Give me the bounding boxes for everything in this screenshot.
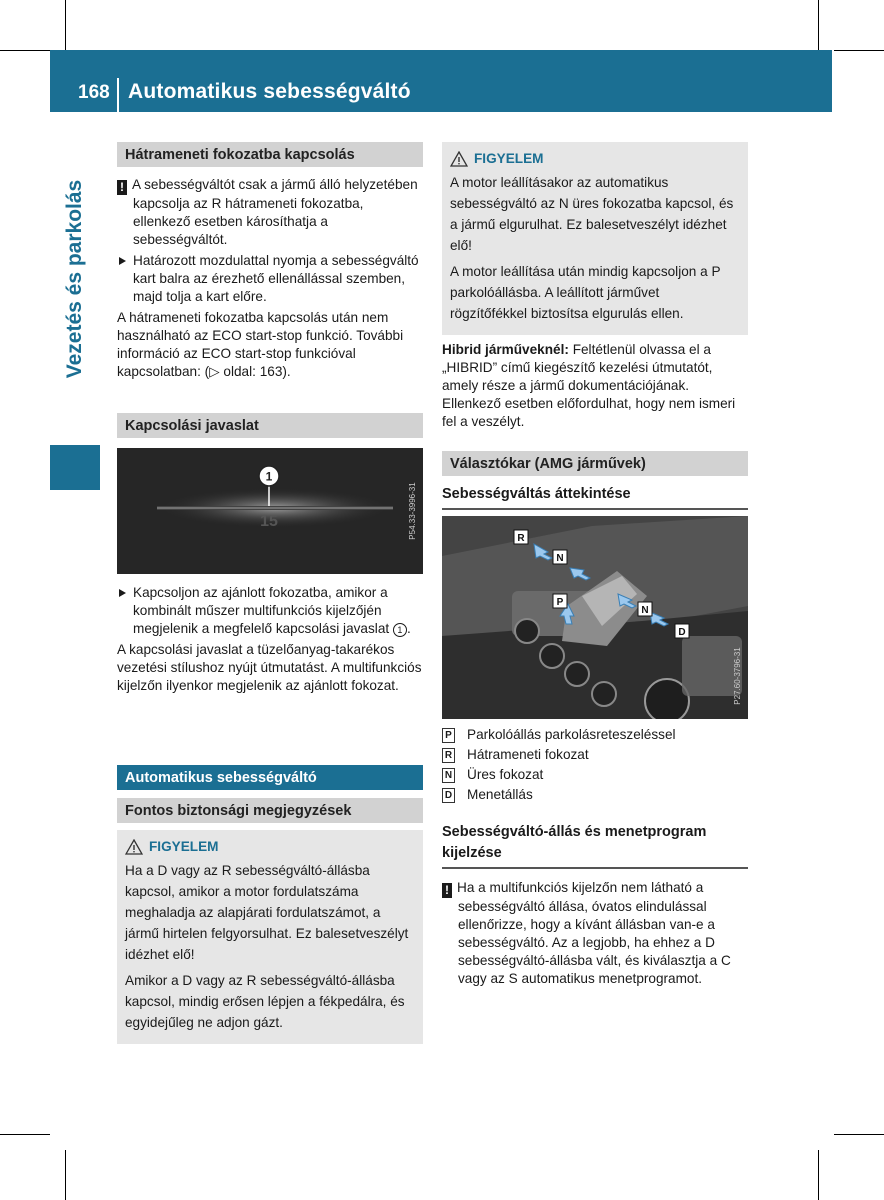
left-section-automatic — [117, 765, 423, 1044]
note-display: ! Ha a multifunkciós kijelzőn nem látható a sebességváltó állása, óvatos elindulással ellenőrizze, hogy a kívánt állásban van-e a sebességváltó. Az a legjobb, ha ehhez a D sebességváltó-állásba vált, és kiválasztja a C vagy az S automatikus menetprogramot. — [442, 879, 748, 988]
warning-title: FIGYELEM — [450, 150, 740, 168]
crop-mark — [818, 0, 819, 50]
section-title-automatic: Automatikus sebességváltó — [117, 765, 423, 790]
page-number: 168 — [78, 82, 110, 103]
legend-item: P Parkolóállás parkolásreteszeléssel — [442, 725, 748, 745]
gear-selector-image — [442, 516, 748, 719]
paragraph-suggestion: A kapcsolási javaslat a tüzelőanyag-takarékos vezetési stílushoz nyújt útmutatást. A multifunkciós kijelzőn ilyenkor megjelenik az ajánlott fokozat. — [117, 642, 422, 693]
paragraph-eco: A hátrameneti fokozatba kapcsolás után nem használható az ECO start-stop funkció. További információ az ECO start-stop funkcióval kapcsolatban: (▷ oldal: 163). — [117, 310, 404, 379]
subheading-overview: Sebességváltás áttekintése — [442, 486, 631, 502]
sidebar-chapter — [50, 112, 100, 445]
right-section-display — [442, 822, 748, 988]
exclamation-icon: ! — [117, 180, 127, 195]
image-code: P54.33-3996-31 — [408, 482, 417, 540]
sidebar-tab — [50, 445, 100, 490]
instruction-reverse: Határozott mozdulattal nyomja a sebességváltó kart balra az érezhető ellenállással szemben, majd tolja a kart előre. — [117, 252, 423, 306]
heading-rule — [442, 867, 748, 869]
crop-mark — [0, 1134, 50, 1135]
left-section-suggestion — [117, 413, 423, 438]
left-column — [117, 142, 423, 381]
warning-icon — [125, 839, 143, 855]
callout-number: 1 — [265, 469, 273, 484]
callout-ref: 1 — [393, 623, 407, 637]
warning-title: FIGYELEM — [125, 838, 415, 856]
gear-tag-n2: N — [641, 605, 649, 616]
gear-key: R — [442, 748, 455, 763]
note-reverse: ! A sebességváltót csak a jármű álló helyzetében kapcsolja az R hátrameneti fokozatba, ellenkező esetben károsíthatja a sebességváltót. — [117, 176, 423, 249]
legend-item: N Üres fokozat — [442, 765, 748, 785]
warning-text: Ha a D vagy az R sebességváltó-állásba kapcsol, amikor a motor fordulatszáma meghaladja az alapjárati fordulatszámot, a jármű hirtelen felgyorsulhat. Ez balesetveszélyt idézhet elő! — [125, 863, 409, 962]
gear-legend — [442, 725, 748, 805]
paragraph-hybrid: Hibrid járműveknél: Feltétlenül olvassa el a „HIBRID” című kiegészítő kezelési útmutatót, amely része a jármű dokumentációjának. Ellenkező esetben előfordulhat, hogy nem ismeri fel a veszélyt. — [442, 342, 736, 429]
subheading-display: Sebességváltó-állás és menetprogram kijelzése — [442, 824, 707, 861]
crop-mark — [65, 0, 66, 50]
crop-mark — [818, 1150, 819, 1200]
left-suggestion-text — [117, 584, 423, 695]
crop-mark — [0, 50, 50, 51]
instruction-suggestion: Kapcsoljon az ajánlott fokozatba, amikor a kombinált műszer multifunkciós kijelzőjén megjelenik a megfelelő kapcsolási javaslat 1 . — [117, 584, 423, 638]
crop-mark — [834, 50, 884, 51]
legend-item: R Hátrameneti fokozat — [442, 745, 748, 765]
warning-box-left — [117, 830, 423, 1044]
right-section-selector — [442, 451, 748, 510]
gearshift-display-image — [117, 448, 423, 574]
page-title: Automatikus sebességváltó — [128, 80, 411, 103]
crop-mark — [65, 1150, 66, 1200]
sidebar-chapter-label: Vezetés és parkolás — [63, 179, 86, 378]
right-column — [442, 142, 748, 431]
gear-tag-n: N — [556, 553, 564, 564]
exclamation-icon: ! — [442, 883, 452, 898]
section-title-selector: Választókar (AMG járművek) — [442, 451, 748, 476]
gear-tag-r: R — [517, 533, 525, 544]
gear-recommendation: 15 — [260, 513, 278, 530]
warning-text: A motor leállítása után mindig kapcsoljon a P parkolóállásba. A leállított járművet rögzítőfékkel biztosítsa elgurulás ellen. — [450, 264, 721, 321]
gear-key: D — [442, 788, 455, 803]
gear-key: P — [442, 728, 455, 743]
section-title-reverse: Hátrameneti fokozatba kapcsolás — [117, 142, 423, 167]
crop-mark — [834, 1134, 884, 1135]
section-title-safety: Fontos biztonsági megjegyzések — [117, 798, 423, 823]
gear-tag-p: P — [556, 597, 564, 608]
gear-key: N — [442, 768, 455, 783]
section-title-suggestion: Kapcsolási javaslat — [117, 413, 423, 438]
warning-box-right — [442, 142, 748, 335]
warning-text: A motor leállításakor az automatikus sebességváltó az N üres fokozatba kapcsol, és a jármű elgurulhat. Ez balesetveszélyt idézhet elő! — [450, 175, 734, 253]
image-code: P27.60-3796-31 — [733, 647, 742, 705]
legend-item: D Menetállás — [442, 785, 748, 805]
warning-icon — [450, 151, 468, 167]
gear-tag-d: D — [678, 627, 686, 638]
warning-text: Amikor a D vagy az R sebességváltó-állásba kapcsol, mindig erősen lépjen a fékpedálra, és egyidejűleg ne adjon gázt. — [125, 973, 405, 1030]
header-separator — [117, 78, 119, 112]
heading-rule — [442, 508, 748, 510]
